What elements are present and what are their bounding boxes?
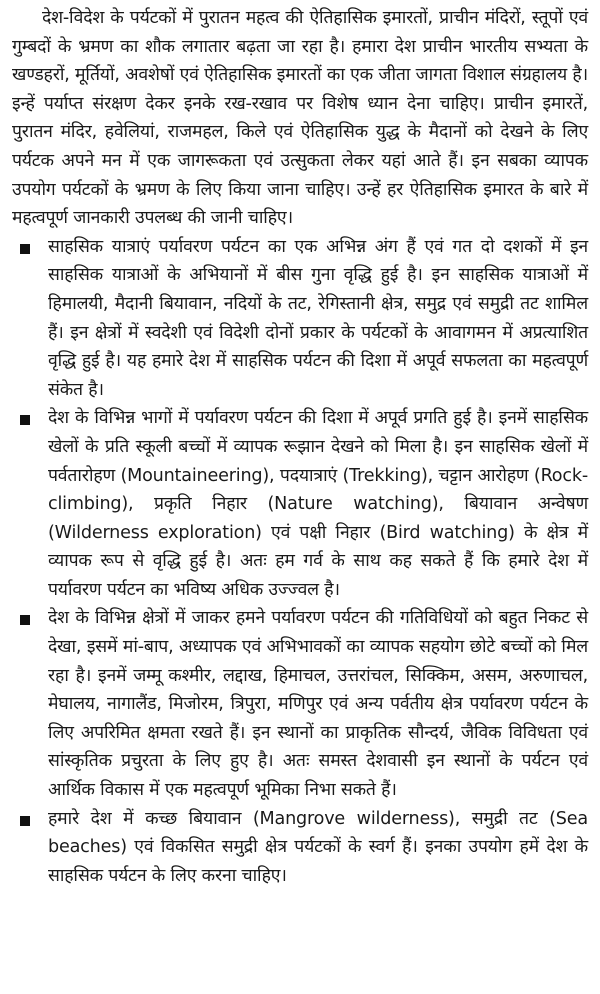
bullet-text: देश के विभिन्न भागों में पर्यावरण पर्यटन की दिशा में अपूर्व प्रगति हुई है। इनमें साहसिक खेलों के प्रति स्कूली बच्चों में व्यापक रूझान देखने को मिला है। इन साहसिक खेलों में पर्वतारोहण (Mountaineering), पदयात्राएं (Trekking), चट्टान आरोहण (Rock-climbing), प्रकृति निहार (Nature watching), बियावान अन्वेषण (Wilderness exploration) एवं पक्षी निहार (Bird watching) के क्षेत्र में व्यापक रूप से वृद्धि हुई है। अतः हम गर्व के साथ कह सकते हैं कि हमारे देश में पर्यावरण पर्यटन का भविष्य अधिक उज्ज्वल है।: [48, 408, 588, 600]
bullet-text: हमारे देश में कच्छ बियावान (Mangrove wilderness), समुद्री तट (Sea beaches) एवं विकसित समुद्री क्षेत्र पर्यटकों के स्वर्ग हैं। इनका उपयोग हमें देश के साहसिक पर्यटन के लिए करना चाहिए।: [48, 808, 588, 886]
square-bullet-icon: [20, 415, 30, 425]
bullet-item-adventure-travel: [12, 233, 588, 405]
square-bullet-icon: [20, 244, 30, 254]
bullet-text: देश के विभिन्न क्षेत्रों में जाकर हमने पर्यावरण पर्यटन की गतिविधियों को बहुत निकट से देखा, इसमें मां-बाप, अध्यापक एवं अभिभावकों का व्यापक सहयोग छोटे बच्चों को मिल रहा है। इनमें जम्मू कश्मीर, लद्दाख, हिमाचल, उत्तरांचल, सिक्किम, असम, अरुणाचल, मेघालय, नागालैंड, मिजोरम, त्रिपुरा, मणिपुर एवं अन्य पर्वतीय क्षेत्र पर्यावरण पर्यटन के लिए अपरिमित क्षमता रखते हैं। इन स्थानों का प्राकृतिक सौन्दर्य, जैविक विविधता एवं सांस्कृतिक प्रचुरता के लिए हुए है। अतः समस्त देशवासी इन स्थानों के पर्यटन एवं आर्थिक विकास में एक महत्वपूर्ण भूमिका निभा सकते हैं।: [48, 608, 588, 801]
intro-paragraph: देश-विदेश के पर्यटकों में पुरातन महत्व की ऐतिहासिक इमारतों, प्राचीन मंदिरों, स्तूपों एवं गुम्बदों के भ्रमण का शौक लगातार बढ़ता जा रहा है। हमारा देश प्राचीन भारतीय सभ्यता के खण्डहरों, मूर्तियों, अवशेषों एवं ऐतिहासिक इमारतों का एक जीता जागता विशाल संग्रहालय है। इन्हें पर्याप्त संरक्षण देकर इनके रख-रखाव पर विशेष ध्यान देना चाहिए। प्राचीन इमारतें, पुरातन मंदिर, हवेलियां, राजमहल, किले एवं ऐतिहासिक युद्ध के मैदानों को देखने के लिए पर्यटक अपने मन में एक जागरूकता एवं उत्सुकता लेकर यहां आते हैं। इन सबका व्यापक उपयोग पर्यटकों के भ्रमण के लिए किया जाना चाहिए। उन्हें हर ऐतिहासिक इमारत के बारे में महत्वपूर्ण जानकारी उपलब्ध की जानी चाहिए।: [12, 8, 588, 229]
bullet-list: [12, 233, 588, 891]
bullet-item-coastal: [12, 805, 588, 891]
square-bullet-icon: [20, 615, 30, 625]
bullet-item-adventure-sports: [12, 404, 588, 604]
bullet-text: साहसिक यात्राएं पर्यावरण पर्यटन का एक अभिन्न अंग हैं एवं गत दो दशकों में इन साहसिक यात्राओं के अभियानों में बीस गुना वृद्धि हुई है। इन साहसिक यात्राओं में हिमालयी, मैदानी बियावान, नदियों के तट, रेगिस्तानी क्षेत्र, समुद्र एवं समुद्री तट शामिल हैं। इन क्षेत्रों में स्वदेशी एवं विदेशी दोनों प्रकार के पर्यटकों के आवागमन में अप्रत्याशित वृद्धि हुई है। यह हमारे देश में साहसिक पर्यटन की दिशा में अपूर्व सफलता का महत्वपूर्ण संकेत है।: [48, 236, 588, 400]
bullet-item-regions: [12, 604, 588, 804]
square-bullet-icon: [20, 816, 30, 826]
